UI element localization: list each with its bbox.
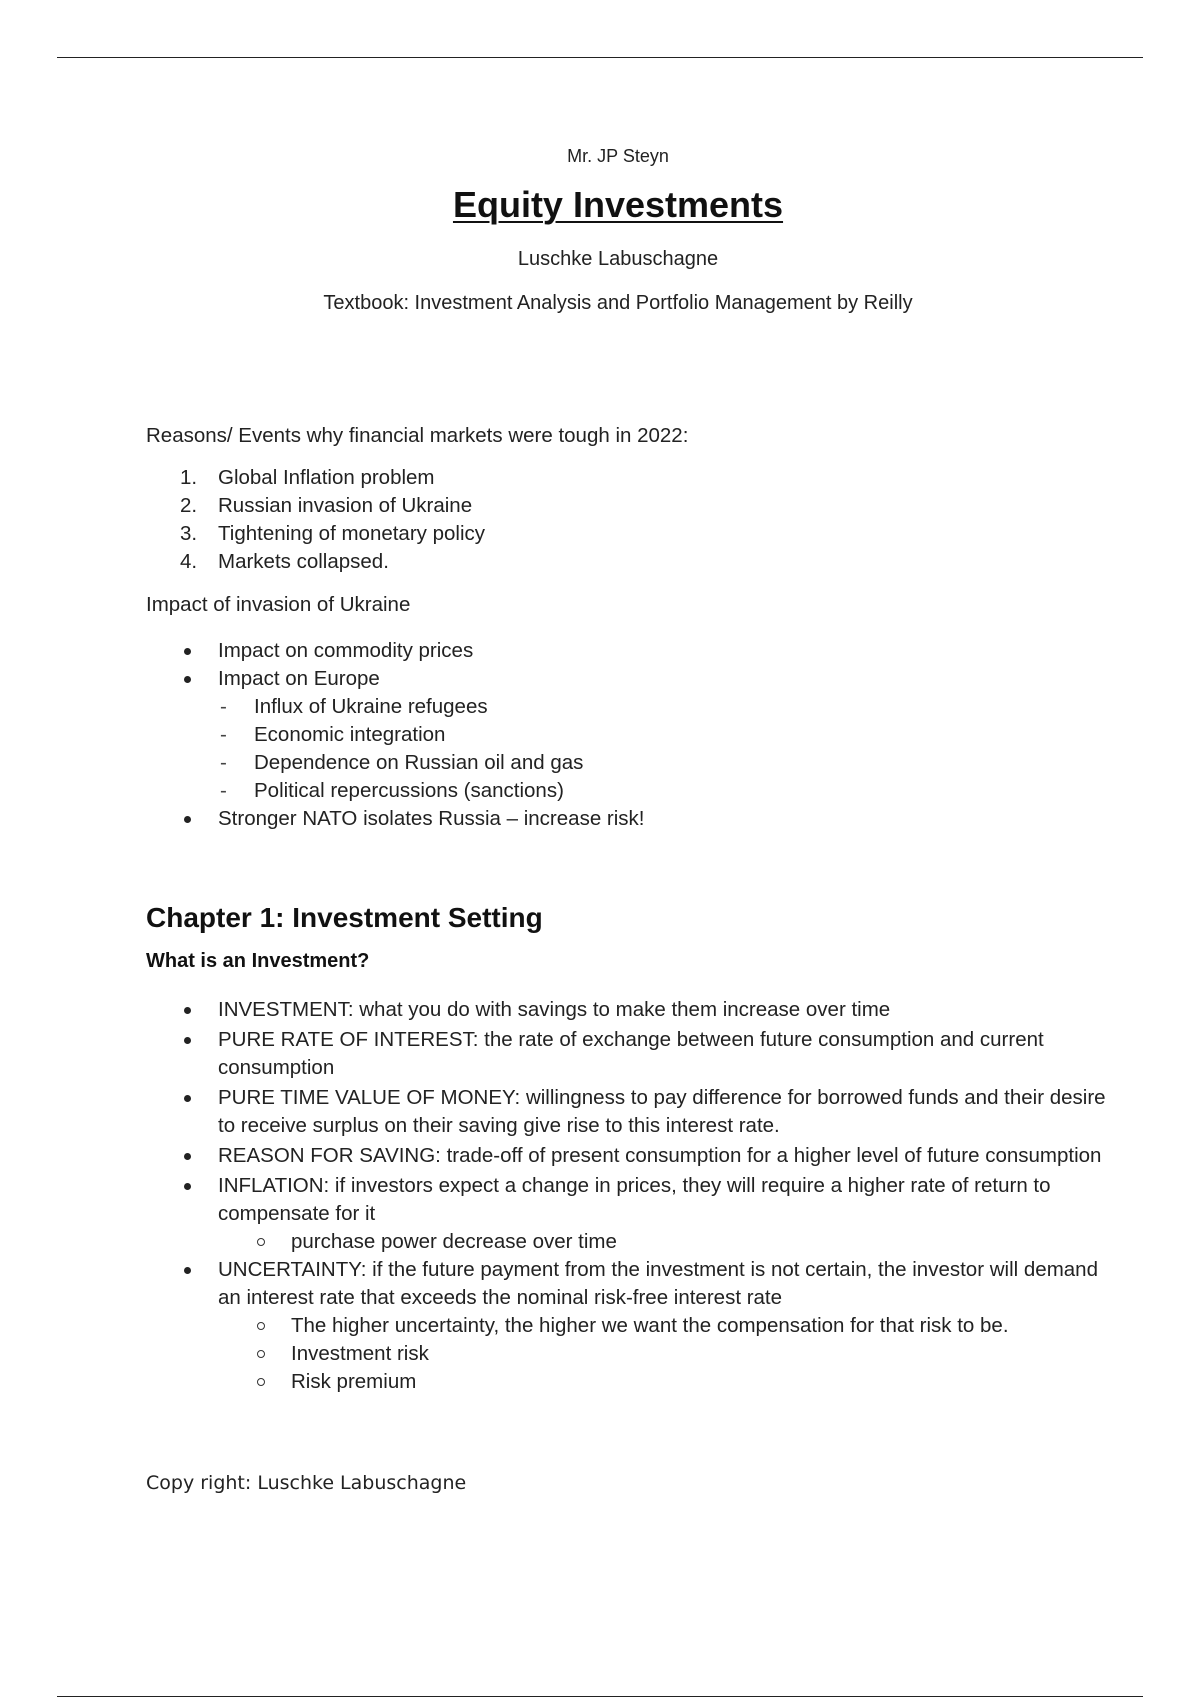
list-item-text: PURE RATE OF INTEREST: the rate of exchange between future consumption and current consumption bbox=[218, 1028, 1044, 1079]
europe-sublist-wrapper bbox=[146, 693, 1106, 805]
list-item-text: Influx of Ukraine refugees bbox=[254, 695, 488, 718]
textbook-reference: Textbook: Investment Analysis and Portfolio Management by Reilly bbox=[323, 292, 913, 314]
list-item-text: Risk premium bbox=[291, 1370, 417, 1393]
list-number: 2. bbox=[180, 494, 198, 517]
list-item-text: Tightening of monetary policy bbox=[218, 522, 486, 545]
circle-bullet-icon bbox=[257, 1350, 265, 1358]
list-item-text: Economic integration bbox=[254, 723, 446, 746]
list-item bbox=[146, 1142, 1106, 1170]
bullet-icon bbox=[184, 1037, 191, 1044]
list-item bbox=[146, 520, 1106, 548]
lecturer-name: Mr. JP Steyn bbox=[567, 146, 669, 166]
bullet-icon bbox=[184, 1153, 191, 1160]
circle-bullet-icon bbox=[257, 1378, 265, 1386]
section-subheading: What is an Investment? bbox=[146, 950, 370, 972]
list-item-text: purchase power decrease over time bbox=[291, 1230, 617, 1253]
list-item bbox=[146, 1256, 1106, 1312]
list-number: 3. bbox=[180, 522, 198, 545]
list-number: 1. bbox=[180, 466, 198, 489]
bullet-icon bbox=[184, 676, 191, 683]
top-rule bbox=[57, 57, 1143, 58]
list-item-text: Impact on commodity prices bbox=[218, 639, 474, 662]
bottom-rule bbox=[57, 1696, 1143, 1697]
sub-list-item bbox=[146, 1312, 1106, 1340]
impact-heading: Impact of invasion of Ukraine bbox=[146, 593, 411, 616]
list-item bbox=[146, 548, 1106, 576]
copyright-footer: Copy right: Luschke Labuschagne bbox=[146, 1472, 467, 1494]
reasons-heading: Reasons/ Events why financial markets were tough in 2022: bbox=[146, 424, 689, 447]
list-item-text: PURE TIME VALUE OF MONEY: willingness to pay difference for borrowed funds and their desire to receive surplus on their saving give rise to this interest rate. bbox=[218, 1086, 1106, 1137]
bullet-icon bbox=[184, 1095, 191, 1102]
list-item bbox=[146, 805, 1106, 833]
list-item-text: Global Inflation problem bbox=[218, 466, 435, 489]
list-item-text: Impact on Europe bbox=[218, 667, 380, 690]
inflation-sublist bbox=[146, 1228, 1106, 1256]
inflation-sublist-wrapper bbox=[146, 1228, 1106, 1256]
circle-bullet-icon bbox=[257, 1322, 265, 1330]
author-name: Luschke Labuschagne bbox=[517, 248, 719, 270]
sub-list-item bbox=[146, 1228, 1106, 1256]
uncertainty-sublist-wrapper bbox=[146, 1312, 1106, 1396]
list-item-text: The higher uncertainty, the higher we want the compensation for that risk to be. bbox=[291, 1314, 1009, 1337]
list-item bbox=[146, 996, 1106, 1024]
list-item bbox=[146, 1172, 1106, 1228]
list-item bbox=[146, 1026, 1106, 1082]
bullet-icon bbox=[184, 648, 191, 655]
sub-list-item bbox=[146, 1340, 1106, 1368]
list-item bbox=[146, 665, 1106, 693]
dash-marker: - bbox=[220, 751, 227, 774]
list-item-text: Stronger NATO isolates Russia – increase risk! bbox=[218, 807, 645, 830]
circle-bullet-icon bbox=[257, 1238, 265, 1246]
bullet-icon bbox=[184, 1007, 191, 1014]
bullet-icon bbox=[184, 816, 191, 823]
impact-list bbox=[146, 637, 1106, 833]
impact-section bbox=[146, 591, 1106, 833]
list-item-text: REASON FOR SAVING: trade-off of present consumption for a higher level of future consumption bbox=[218, 1144, 1102, 1167]
chapter-heading: Chapter 1: Investment Setting bbox=[146, 902, 543, 933]
sub-list-item bbox=[146, 693, 1106, 721]
list-item-text: UNCERTAINTY: if the future payment from the investment is not certain, the investor will demand an interest rate that exceeds the nominal risk-free interest rate bbox=[218, 1258, 1098, 1309]
dash-marker: - bbox=[220, 779, 227, 802]
list-item bbox=[146, 1084, 1106, 1140]
list-item bbox=[146, 492, 1106, 520]
uncertainty-sublist bbox=[146, 1312, 1106, 1396]
sub-list-item bbox=[146, 1368, 1106, 1396]
list-item-text: INVESTMENT: what you do with savings to make them increase over time bbox=[218, 998, 891, 1021]
list-item-text: Markets collapsed. bbox=[218, 550, 389, 573]
list-item-text: INFLATION: if investors expect a change in prices, they will require a higher rate of return to compensate for it bbox=[218, 1174, 1051, 1225]
bullet-icon bbox=[184, 1183, 191, 1190]
europe-sublist bbox=[146, 693, 1106, 805]
reasons-section bbox=[146, 422, 1106, 576]
definitions-list bbox=[146, 996, 1106, 1396]
sub-list-item bbox=[146, 721, 1106, 749]
sub-list-item bbox=[146, 777, 1106, 805]
dash-marker: - bbox=[220, 695, 227, 718]
investment-definitions bbox=[146, 996, 1106, 1396]
list-item bbox=[146, 464, 1106, 492]
reasons-list bbox=[146, 464, 1106, 576]
list-item-text: Investment risk bbox=[291, 1342, 429, 1365]
bullet-icon bbox=[184, 1267, 191, 1274]
document-title: Equity Investments bbox=[452, 184, 784, 225]
list-item-text: Political repercussions (sanctions) bbox=[254, 779, 564, 802]
list-number: 4. bbox=[180, 550, 198, 573]
list-item-text: Dependence on Russian oil and gas bbox=[254, 751, 584, 774]
dash-marker: - bbox=[220, 723, 227, 746]
list-item bbox=[146, 637, 1106, 665]
list-item-text: Russian invasion of Ukraine bbox=[218, 494, 473, 517]
sub-list-item bbox=[146, 749, 1106, 777]
